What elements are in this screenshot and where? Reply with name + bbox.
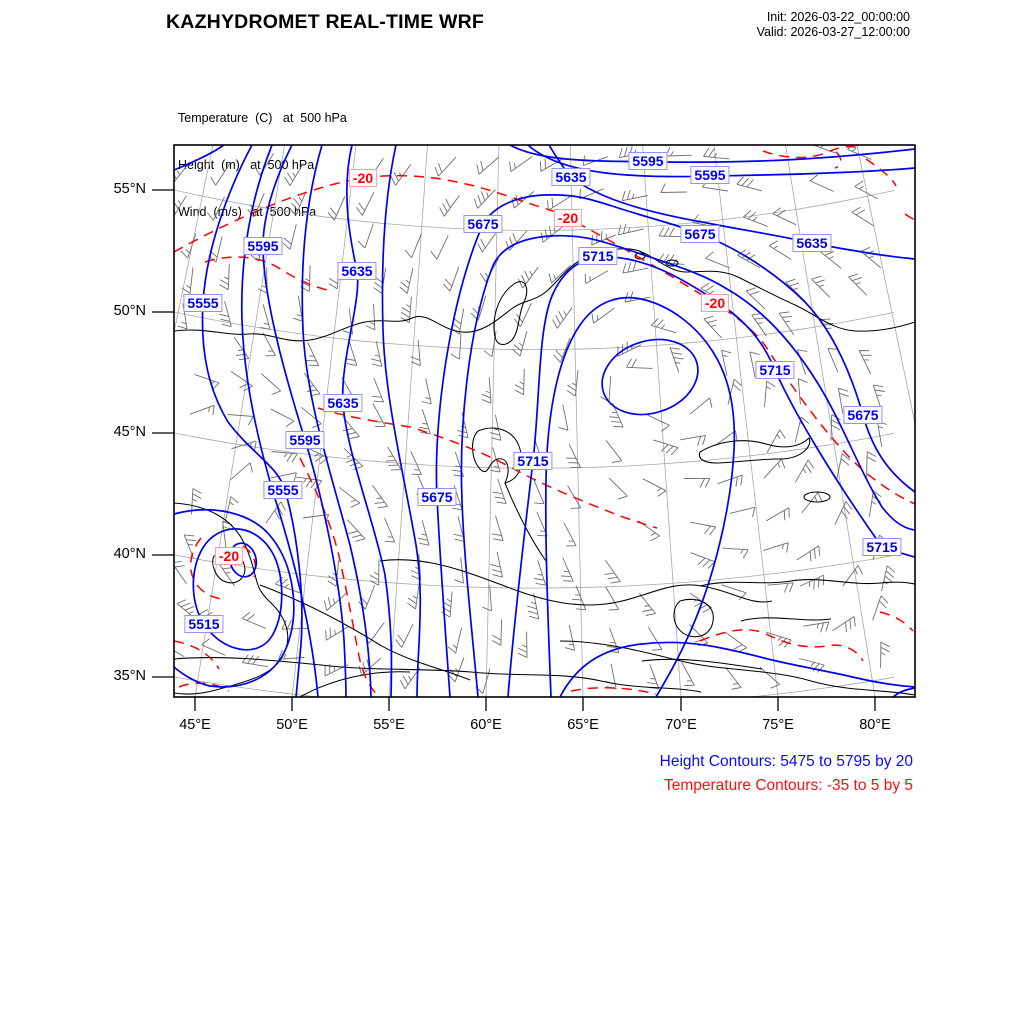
wind-barb: [373, 404, 385, 427]
wind-barb: [797, 350, 807, 375]
wind-barb: [491, 552, 503, 577]
temperature-contours: [174, 147, 915, 697]
border-line: [642, 659, 762, 669]
height-contour-label: 5675: [843, 406, 882, 424]
wind-barb: [561, 558, 573, 582]
wind-barb: [661, 184, 687, 193]
lat-tick-label: 50°N: [113, 303, 146, 319]
wind-barb: [231, 463, 253, 480]
wind-barb: [606, 440, 622, 462]
wind-barb: [514, 303, 531, 327]
lon-tick-label: 45°E: [179, 717, 211, 733]
lon-tick-label: 70°E: [665, 717, 697, 733]
wind-barb: [767, 430, 785, 453]
wind-barb: [767, 632, 792, 647]
height-contour-line: [508, 257, 915, 697]
temp-contour-line: [835, 152, 841, 168]
wind-barb: [347, 520, 365, 542]
height-contour-label: 5555: [183, 294, 222, 312]
wind-barb: [478, 231, 498, 252]
height-contour-line: [263, 145, 346, 697]
wind-barb: [670, 348, 683, 373]
wind-barb: [443, 267, 459, 291]
wind-barb: [283, 224, 297, 249]
wind-barb: [373, 485, 388, 508]
lon-tick-label: 75°E: [762, 717, 794, 733]
temp-contour-label: -20: [215, 547, 243, 565]
wind-barb: [440, 195, 460, 216]
wind-barb: [328, 196, 345, 220]
temp-contour-label: -20: [554, 209, 582, 227]
wind-barb: [534, 560, 546, 585]
legend-temperature: Temperature (C) at 500 hPa: [178, 111, 347, 126]
wind-barb: [541, 226, 563, 242]
wind-barb: [725, 667, 741, 689]
wind-barb: [405, 234, 421, 258]
wind-barb: [786, 279, 805, 300]
wind-barb: [195, 374, 220, 390]
border-line: [174, 658, 701, 692]
legend-wind: Wind (m/s) at 500 hPa: [178, 204, 317, 219]
legend-height: Height (m) at 500 hPa: [178, 157, 315, 172]
wind-barb: [448, 657, 464, 682]
wind-barb: [606, 587, 619, 610]
valid-timestamp: Valid: 2026-03-27_12:00:00: [756, 24, 910, 39]
wind-barb: [431, 236, 448, 260]
wind-barb: [831, 415, 841, 441]
temp-contour-label: -20: [349, 169, 377, 187]
wind-barb: [418, 520, 429, 545]
wind-barb: [622, 190, 648, 201]
wind-barb: [572, 586, 586, 610]
wind-barb: [828, 349, 838, 373]
wind-barb: [451, 333, 461, 359]
wind-barb: [666, 147, 692, 156]
wind-barb: [639, 593, 655, 615]
wind-barb: [881, 642, 890, 668]
wind-barb: [764, 459, 785, 478]
wind-barb: [730, 507, 755, 517]
wind-barb: [647, 664, 659, 688]
wind-barb: [474, 189, 495, 208]
wind-barb: [493, 479, 506, 504]
wind-barb: [835, 502, 852, 525]
wind-barb: [266, 502, 286, 523]
wind-barb: [861, 247, 881, 268]
temp-contour-note: Temperature Contours: -35 to 5 by 5: [664, 777, 913, 794]
wind-barb: [704, 148, 730, 159]
wind-barb: [859, 351, 871, 374]
wind-barb: [609, 478, 628, 499]
wind-barb: [764, 543, 789, 553]
wind-barb: [518, 267, 538, 288]
caspian-sea: [174, 503, 288, 694]
wind-barb: [358, 224, 373, 249]
wind-barb: [690, 593, 712, 612]
wind-barb: [260, 304, 270, 329]
height-contour-label: 5515: [184, 615, 223, 633]
lat-tick-label: 35°N: [113, 668, 146, 684]
wind-barb: [566, 444, 581, 467]
wind-barb: [482, 585, 491, 611]
wind-barb: [658, 254, 684, 265]
wind-barb: [371, 341, 382, 366]
wind-barb: [208, 237, 222, 262]
wind-barb: [769, 241, 791, 260]
wind-barb: [592, 308, 615, 323]
wind-barb: [396, 624, 413, 647]
wind-barb: [618, 224, 643, 235]
temp-contour-line: [880, 612, 913, 631]
wind-barb: [242, 655, 268, 667]
height-contour-label: 5675: [463, 215, 502, 233]
wind-barb: [553, 307, 573, 328]
init-timestamp: Init: 2026-03-22_00:00:00: [766, 10, 910, 24]
height-contour-label: 5595: [285, 431, 324, 449]
wind-barb: [400, 268, 413, 293]
wind-barb: [366, 304, 375, 330]
wind-barb: [326, 627, 349, 641]
height-contour-label: 5635: [551, 168, 590, 186]
wind-barb: [648, 627, 662, 650]
height-contour-label: 5675: [680, 225, 719, 243]
wind-barb: [803, 622, 829, 632]
wind-barb: [211, 164, 230, 186]
wind-barb: [184, 535, 196, 559]
wind-barb: [275, 577, 300, 593]
wind-barb: [407, 583, 419, 609]
wind-barb: [339, 487, 360, 507]
temp-contour-line: [866, 159, 896, 186]
border-line: [741, 618, 831, 621]
wind-barb: [746, 288, 765, 309]
wind-barb: [510, 157, 533, 172]
wind-barb: [882, 566, 895, 591]
contour-notes: [660, 750, 913, 798]
wind-barbs: [162, 137, 895, 693]
wind-barb: [812, 276, 830, 297]
wind-barb: [518, 632, 527, 658]
wind-barb: [605, 560, 621, 583]
wind-barb: [357, 192, 374, 215]
wind-barb: [646, 414, 670, 431]
wind-barb: [585, 271, 608, 284]
wind-barb: [558, 405, 568, 431]
wind-barb: [737, 177, 762, 191]
border-loop: [674, 599, 713, 636]
wind-barb: [833, 616, 856, 632]
height-contour-note: Height Contours: 5475 to 5795 by 20: [659, 753, 913, 770]
wind-barb: [435, 157, 456, 176]
lat-tick-label: 40°N: [113, 546, 146, 562]
wind-barb: [372, 378, 384, 402]
wind-barb: [627, 359, 653, 369]
wind-barb: [722, 548, 748, 558]
wind-barb: [680, 435, 706, 445]
height-contour-label: 5635: [323, 394, 362, 412]
wind-barb: [220, 264, 230, 290]
wind-barb: [706, 252, 730, 268]
wind-barb: [564, 523, 576, 546]
wind-barb: [691, 553, 715, 569]
height-contour-line: [174, 145, 224, 170]
wind-barb: [743, 210, 767, 226]
lon-tick-label: 80°E: [859, 717, 891, 733]
wind-barb: [767, 583, 793, 593]
map-frame: [174, 145, 915, 697]
wind-barb: [385, 518, 395, 542]
wind-barb: [242, 612, 266, 628]
wind-barb: [684, 479, 710, 488]
temp-contour-line: [905, 214, 915, 220]
lon-tick-label: 65°E: [567, 717, 599, 733]
wind-barb: [324, 593, 346, 610]
wind-barb: [800, 575, 824, 589]
wind-barb: [285, 163, 303, 186]
wind-barb: [682, 663, 694, 686]
wind-barb: [704, 316, 722, 338]
height-contour-label: 5555: [263, 481, 302, 499]
wind-barb: [873, 596, 888, 621]
border-line: [560, 641, 915, 695]
height-contour-label: 5595: [628, 152, 667, 170]
wind-barb: [492, 619, 502, 645]
wind-barb: [690, 522, 716, 535]
wind-barb: [690, 398, 712, 414]
wind-barb: [492, 516, 503, 541]
wind-barb: [766, 508, 789, 521]
wind-barb: [877, 421, 887, 447]
wind-barb: [271, 452, 297, 463]
wind-barb: [304, 373, 320, 395]
height-contour-line: [302, 145, 371, 697]
wind-barb: [795, 460, 813, 483]
wind-barb: [293, 296, 303, 322]
height-contour-label: 5715: [578, 247, 617, 265]
wind-barb: [515, 369, 524, 395]
wind-barb: [765, 381, 776, 407]
height-contour-label: 5715: [862, 538, 901, 556]
wind-barb: [261, 374, 281, 395]
wind-barb: [565, 625, 575, 651]
wind-barb: [477, 157, 499, 174]
wind-barb: [810, 175, 834, 192]
lon-tick-label: 55°E: [373, 717, 405, 733]
height-contour-label: 5595: [243, 237, 282, 255]
lat-tick-label: 55°N: [113, 181, 146, 197]
lon-tick-label: 50°E: [276, 717, 308, 733]
height-contour-label: 5675: [417, 488, 456, 506]
height-contour-line: [382, 145, 420, 697]
lon-tick-label: 60°E: [470, 717, 502, 733]
wind-barb: [411, 340, 421, 366]
wind-barb: [306, 342, 318, 366]
lat-tick-label: 45°N: [113, 424, 146, 440]
border-detail: [494, 282, 527, 345]
wind-barb: [190, 405, 214, 415]
wind-barb: [162, 638, 185, 656]
wind-barb: [182, 268, 193, 294]
wind-barb: [422, 379, 432, 404]
country-borders: [174, 249, 915, 697]
wind-barb: [471, 296, 486, 321]
temp-contour-line: [205, 257, 331, 291]
temp-contour-label: -20: [701, 294, 729, 312]
height-contour-label: 5635: [792, 234, 831, 252]
wind-barb: [643, 479, 666, 497]
height-contour-label: 5635: [337, 262, 376, 280]
wind-barb: [482, 377, 492, 403]
height-contour-label: 5715: [513, 452, 552, 470]
wind-barb: [448, 628, 461, 653]
height-contours: [174, 145, 915, 697]
height-contour-label: 5595: [690, 166, 729, 184]
wind-barb: [411, 451, 422, 475]
wind-barb: [849, 274, 867, 295]
wind-barb: [234, 337, 249, 360]
wind-barb: [169, 163, 189, 183]
wind-barb: [797, 546, 820, 562]
wind-barb: [606, 664, 617, 690]
page-title: KAZHYDROMET REAL-TIME WRF: [166, 11, 485, 33]
temp-contour-line: [700, 630, 863, 661]
wind-barb: [609, 403, 623, 427]
wind-barb: [168, 196, 187, 218]
wind-barb: [653, 440, 678, 455]
height-contour-label: 5715: [755, 361, 794, 379]
wind-barb: [271, 409, 294, 427]
